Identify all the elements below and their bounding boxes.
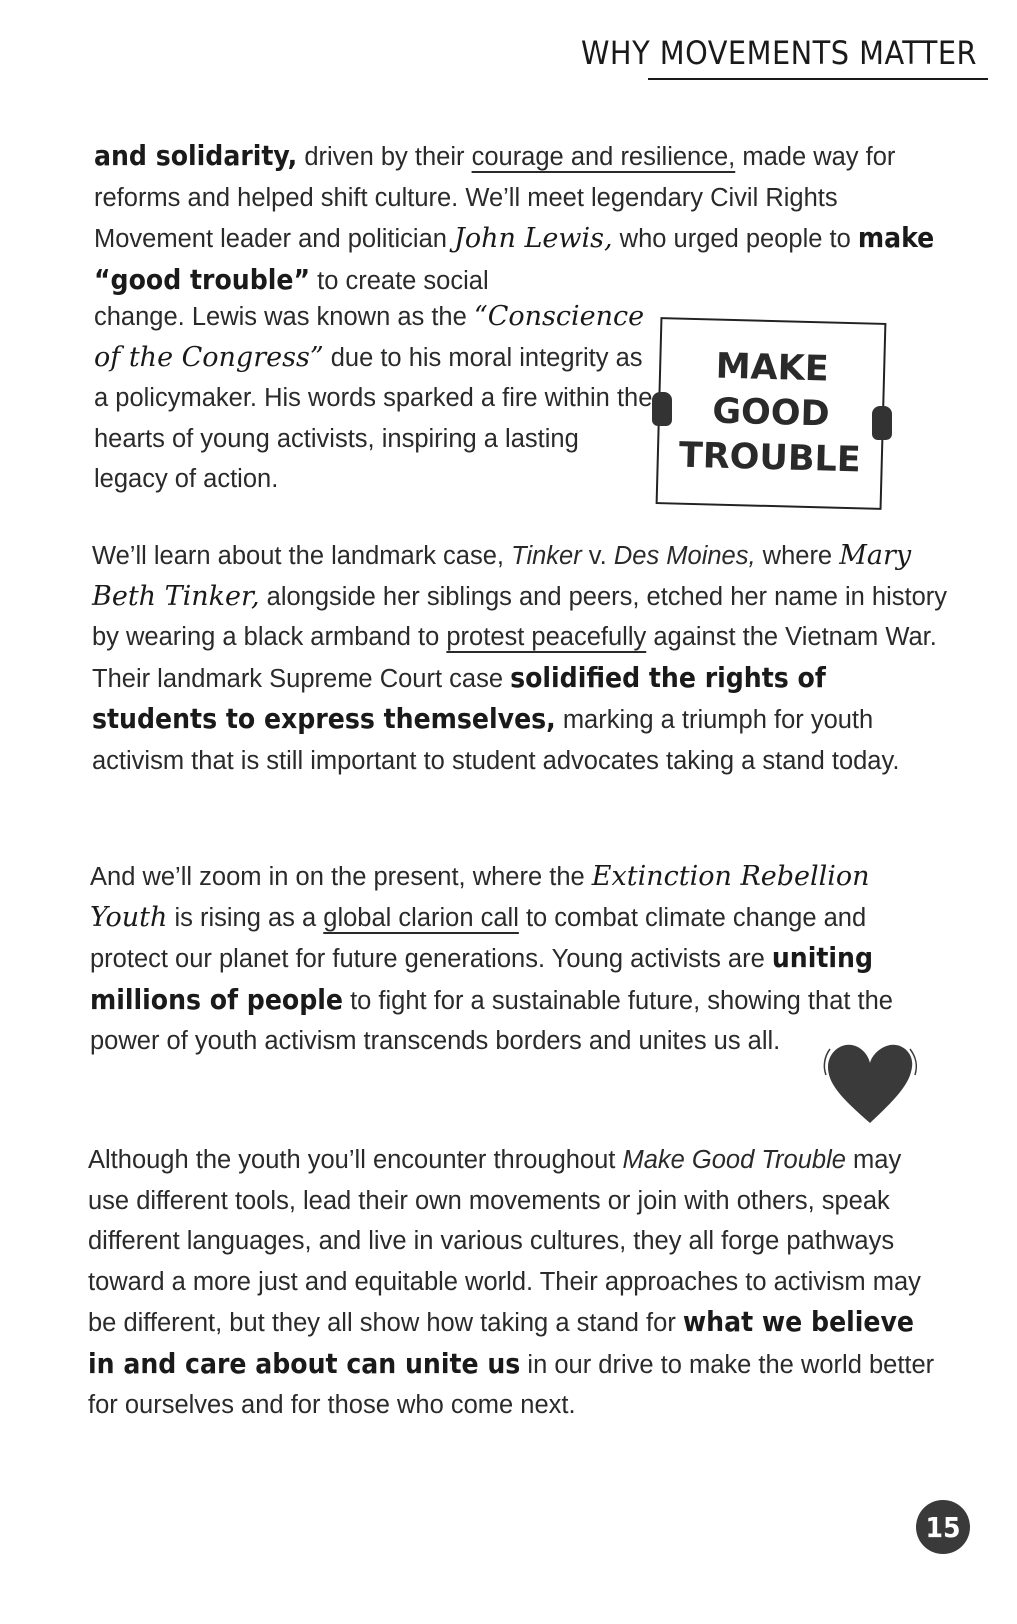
paragraph-conclusion: Although the youth you’ll encounter throughout Make Good Trouble may use different tools, lead their own movements or join with others, speak different languages, and live in various cultures, they all forge pathways toward a more just and equitable world. Their approaches to activism may be different, but they all show how taking a stand for what we believe in and care about can unite us in our drive to make the world better for ourselves and for those who come next. (88, 1146, 935, 1419)
quote-text: “Conscience of the Congress” (94, 301, 645, 373)
paragraph-intro: and solidarity, driven by their courage and resilience, made way for reforms and helped shift culture. We’ll meet legendary Civil Rights Movement leader and politician John Lewis, who urged people to make “good trouble” to create social (94, 139, 935, 296)
underlined-text: global clarion call (323, 903, 519, 932)
group-name: Extinction Rebellion Youth (90, 861, 870, 933)
emphasis-text: solidified the rights of students to express themselves, (92, 660, 826, 735)
make-good-trouble-sign (656, 317, 887, 510)
underlined-text: protest peacefully (446, 623, 647, 651)
paragraph-extinction: And we’ll zoom in on the present, where the Extinction Rebellion Youth is rising as a global clarion call to combat climate change and protect our planet for future generations. Young activists are uniting millions of people to fight for a sustainable future, showing that the power of youth activism transcends borders and unites us all. (90, 861, 893, 1055)
right-hand-icon (872, 406, 892, 440)
header-underline (648, 78, 988, 80)
left-hand-icon (652, 392, 672, 426)
sign-line: MAKE (715, 346, 830, 390)
book-title: Make Good Trouble (622, 1146, 846, 1174)
underlined-text: courage and resilience, (471, 143, 736, 171)
page-number: 15 (916, 1500, 970, 1554)
sign-line: GOOD (711, 391, 831, 435)
heart-icon (820, 1035, 920, 1135)
running-header: WHY MOVEMENTS MATTER (580, 34, 977, 72)
emphasis-text: and solidarity, (94, 139, 298, 172)
paragraph-tinker: We’ll learn about the landmark case, Tinker v. Des Moines, where Mary Beth Tinker, alongside her siblings and peers, etched her name in history by wearing a black armband to protest peacefully against the Vietnam War. Their landmark Supreme Court case solidified the rights of students to express themselves, marking a triumph for youth activism that is still important to student advocates taking a stand today. (92, 540, 948, 775)
sign-line: TROUBLE (678, 435, 862, 481)
person-name: John Lewis, (454, 223, 613, 254)
person-name: Mary Beth Tinker, (92, 540, 912, 612)
emphasis-text: uniting millions of people (90, 941, 873, 1016)
emphasis-text: make “good trouble” (94, 221, 935, 296)
paragraph-lewis: change. Lewis was known as the “Conscience of the Congress” due to his moral integrity as a policymaker. His words sparked a fire within the hearts of young activists, inspiring a lasting legacy of action. (94, 301, 653, 493)
emphasis-text: what we believe in and care about can unite us (88, 1305, 915, 1380)
